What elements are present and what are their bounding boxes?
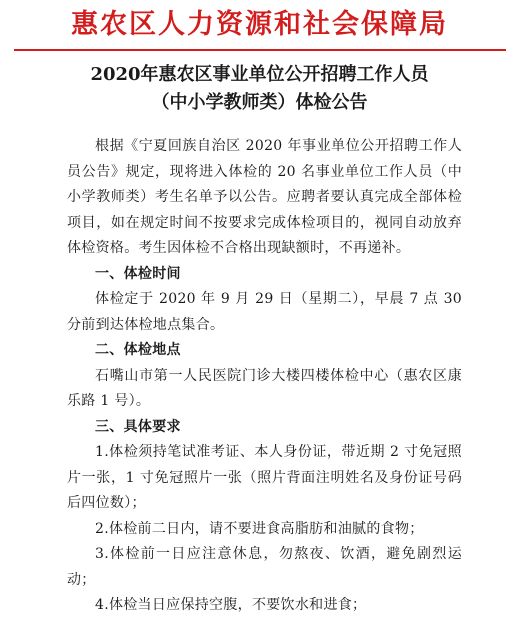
document-title-line1: 2020年惠农区事业单位公开招聘工作人员 xyxy=(90,64,429,85)
section-heading-location: 二、体检地点 xyxy=(95,342,181,358)
letterhead xyxy=(0,0,519,58)
document-body xyxy=(67,134,462,619)
intro-paragraph: 根据《宁夏回族自治区 2020 年事业单位公开招聘工作人员公告》规定，现将进入体检的 20 名事业单位工作人员（中小学教师类）考生名单予以公告。应聘者要认真完成全部体检项目，如在规定时间不按要求完成体检项目的，视同自动放弃体检资格。考生因体检不合格出现缺额时，不再递补。 xyxy=(67,138,462,256)
requirement-item: 2.体检前二日内，请不要进食高脂肪和油腻的食物； xyxy=(95,520,424,537)
requirement-item: 4.体检当日应保持空腹，不要饮水和进食； xyxy=(95,597,367,613)
section-heading-time: 一、体检时间 xyxy=(95,265,181,282)
requirement-item: 1.体检须持笔试准考证、本人身份证，带近期 2 寸免冠照片一张，1 寸免冠照片一张（照片背面注明姓名及身份证号码后四位数）； xyxy=(67,444,462,511)
section-text-location: 石嘴山市第一人民医院门诊大楼四楼体检中心（惠农区康乐路 1 号）。 xyxy=(67,367,462,409)
section-text-time: 体检定于 2020 年 9 月 29 日（星期二），早晨 7 点 30 分前到达体检地点集合。 xyxy=(67,291,462,333)
requirement-item: 3.体检前一日应注意休息，勿熬夜、饮酒，避免剧烈运动； xyxy=(67,546,462,588)
section-heading-requirements: 三、具体要求 xyxy=(95,418,181,435)
org-name: 惠农区人力资源和社会保障局 xyxy=(71,9,448,40)
header-divider xyxy=(14,49,506,51)
document-title-line2: （中小学教师类）体检公告 xyxy=(151,92,368,113)
